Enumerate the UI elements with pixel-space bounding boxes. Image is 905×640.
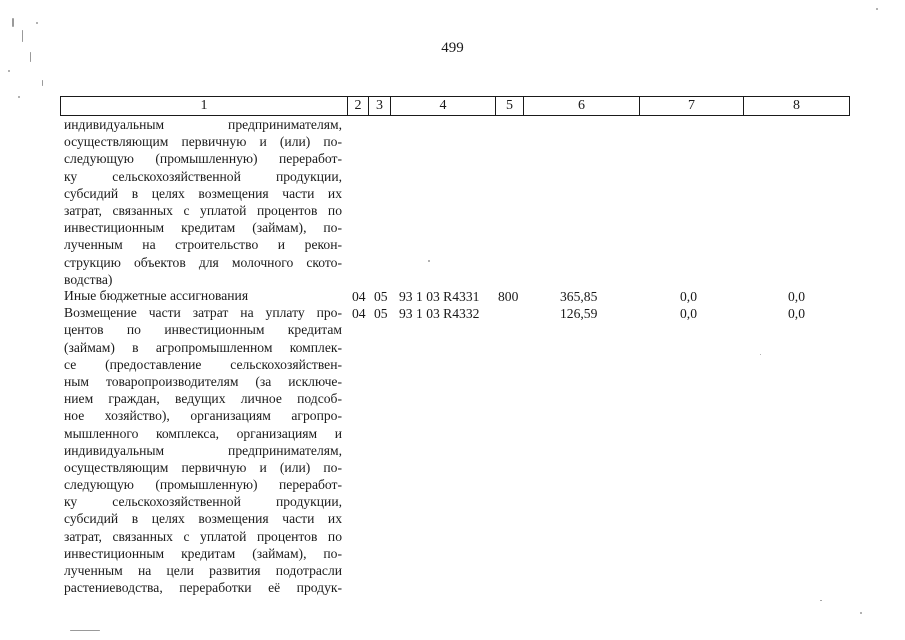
cell-target-article: 93 1 03 R4332 [399,306,480,321]
text-line: субсидий в целях возмещения части их [64,185,342,201]
cell-section: 04 [352,306,366,321]
text-line: затрат, связанных с уплатой процентов по [64,528,342,544]
text-line: струкцию объектов для молочного ското- [64,254,342,270]
table-header-row [60,96,850,116]
cell-amount-col7: 0,0 [680,306,697,321]
text-line: лученным на цели развития подотрасли [64,563,342,578]
text-line: центов по инвестиционным кредитам [64,322,342,338]
header-col-4: 4 [390,97,495,115]
text-line: индивидуальным предпринимателям, [64,442,342,458]
header-col-5: 5 [495,97,523,115]
cell-subsection: 05 [374,289,388,304]
header-col-3: 3 [368,97,390,115]
row-description-continued [64,116,342,288]
header-col-8: 8 [743,97,849,115]
text-line: ное хозяйство), организациям агропро- [64,408,342,424]
cell-subsection: 05 [374,306,388,321]
cell-amount-col6: 126,59 [560,306,598,321]
text-line: ку сельскохозяйственной продукции, [64,168,342,184]
text-line: следующую (промышленную) переработ- [64,151,342,167]
text-line: ным товаропроизводителям (за исключе- [64,373,342,389]
text-line: нием граждан, ведущих личное подсоб- [64,391,342,407]
text-line: индивидуальным предпринимателям, [64,117,342,132]
text-line: инвестиционным кредитам (займам), по- [64,545,342,561]
text-line: осуществляющим первичную и (или) по- [64,134,342,150]
text-line: инвестиционным кредитам (займам), по- [64,220,342,236]
text-line: ку сельскохозяйственной продукции, [64,494,342,510]
text-line: Иные бюджетные ассигнования [64,288,249,303]
cell-section: 04 [352,289,366,304]
text-line: се (предоставление сельскохозяйствен- [64,356,342,372]
text-line: Возмещение части затрат на уплату про- [64,305,342,321]
text-line: следующую (промышленную) переработ- [64,477,342,493]
text-line: (займам) в агропромышленном комплек- [64,339,342,355]
cell-target-article: 93 1 03 R4331 [399,289,480,304]
cell-expense-type: 800 [498,289,519,304]
cell-amount-col8: 0,0 [788,306,805,321]
text-line: растениеводства, переработки её продук- [64,580,342,596]
header-col-2: 2 [347,97,368,115]
row-descriptions [64,287,342,596]
text-line: мышленного комплекса, организациям и [64,425,342,441]
page-number: 499 [441,40,464,56]
text-line: затрат, связанных с уплатой процентов по [64,202,342,218]
cell-amount-col7: 0,0 [680,289,697,304]
text-line: осуществляющим первичную и (или) по- [64,459,342,475]
header-col-6: 6 [523,97,639,115]
header-col-7: 7 [639,97,743,115]
text-line: субсидий в целях возмещения части их [64,511,342,527]
cell-amount-col8: 0,0 [788,289,805,304]
cell-amount-col6: 365,85 [560,289,598,304]
text-line: водства) [64,271,113,287]
text-line: лученным на строительство и рекон- [64,237,342,253]
header-col-1: 1 [200,98,208,113]
